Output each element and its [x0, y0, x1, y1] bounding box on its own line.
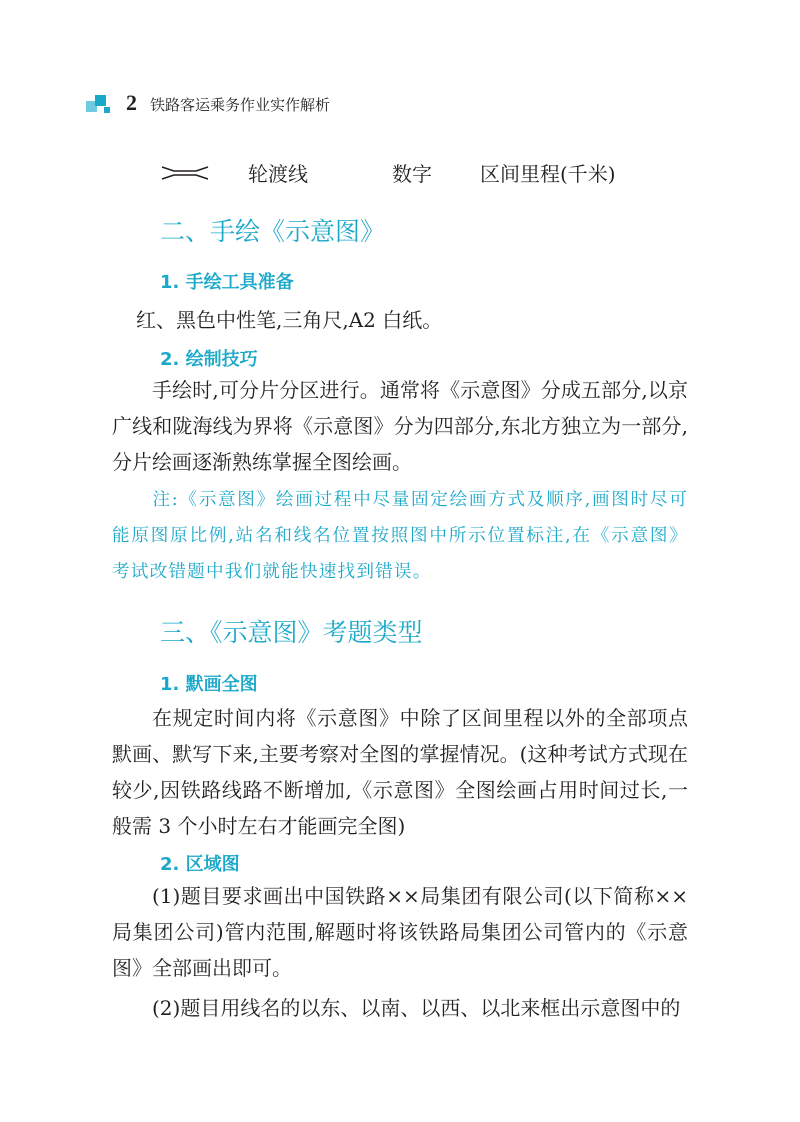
section2-sub1-title: 1. 手绘工具准备: [160, 272, 294, 293]
legend-number-label: 数字: [392, 162, 432, 186]
page-header: [86, 90, 586, 120]
section3-sub1-title: 1. 默画全图: [160, 674, 258, 695]
page-corner-logo-icon: [86, 92, 112, 116]
section3-sub2-title: 2. 区域图: [160, 854, 240, 875]
ferry-line-symbol-icon: [160, 162, 210, 182]
section3-sub2-item1: (1)题目要求画出中国铁路××局集团有限公司(以下简称××局集团公司)管内范围,解题时将该铁路局集团公司管内的《示意图》全部画出即可。: [112, 884, 688, 980]
section2-sub1-text: 红、黑色中性笔,三角尺,A2 白纸。: [136, 308, 443, 332]
section2-sub2-title: 2. 绘制技巧: [160, 349, 258, 370]
book-title: 铁路客运乘务作业实作解析: [150, 96, 331, 114]
section3-sub2-item2: (2)题目用线名的以东、以南、以西、以北来框出示意图中的: [152, 996, 681, 1020]
legend-ferry-label: 轮渡线: [248, 162, 308, 186]
legend-mileage-label: 区间里程(千米): [480, 162, 616, 186]
section3-sub1-text: 在规定时间内将《示意图》中除了区间里程以外的全部项点默画、默写下来,主要考察对全图的掌握情况。(这种考试方式现在较少,因铁路线路不断增加,《示意图》全图绘画占用时间过长,一般需 3 个小时左右才能画完全图): [112, 706, 688, 838]
legend-row: [160, 158, 680, 188]
page-number: 2: [126, 90, 137, 115]
section2-sub2-text: 手绘时,可分片分区进行。通常将《示意图》分成五部分,以京广线和陇海线为界将《示意图》分为四部分,东北方独立为一部分,分片绘画逐渐熟练掌握全图绘画。: [112, 378, 688, 474]
section2-note: 注:《示意图》绘画过程中尽量固定绘画方式及顺序,画图时尽可能原图原比例,站名和线名位置按照图中所示位置标注,在《示意图》考试改错题中我们就能快速找到错误。: [112, 490, 688, 582]
section2-title: 二、手绘《示意图》: [160, 217, 386, 246]
section3-title: 三、《示意图》考题类型: [160, 618, 423, 647]
